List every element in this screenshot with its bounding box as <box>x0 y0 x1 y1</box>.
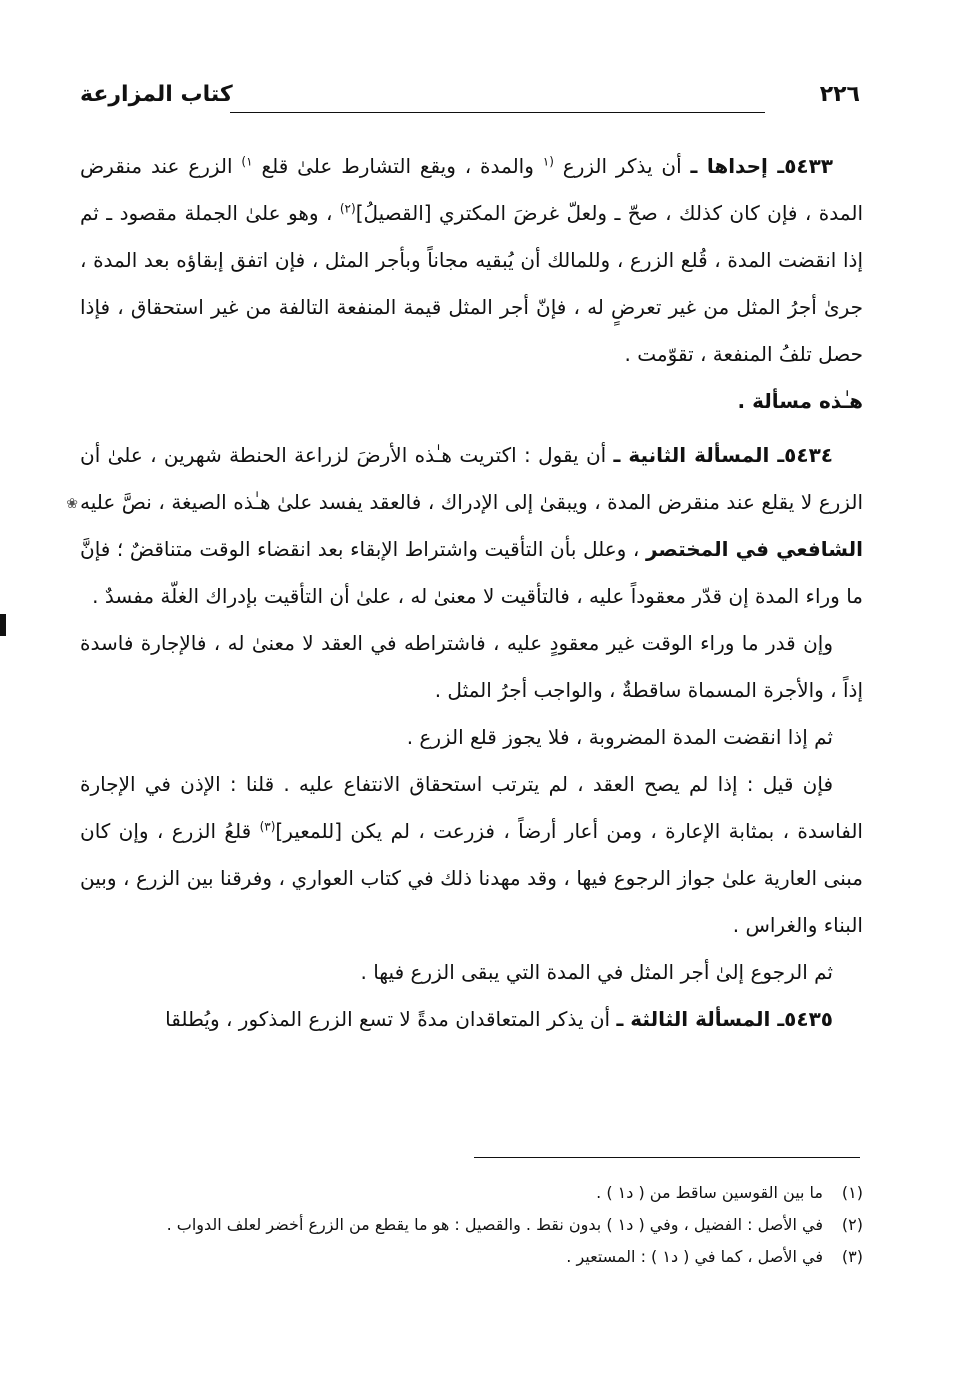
header-rule <box>230 112 765 113</box>
running-title: كتاب المزارعة <box>80 82 233 107</box>
footnotes <box>80 1178 863 1274</box>
paragraph-text: قلعُ الزرع ، وإن كان مبنى العارية علىٰ جواز الرجوع فيها ، وقد مهدنا ذلك في كتاب العواري ، وفرقنا بين الزرع ، وبين البناء والغراس . <box>80 819 863 937</box>
paragraph-text: الزرع عند منقرض المدة ، فإن كان كذلك ، صحّ ـ ولعلّ غرضَ المكتري [القصيلُ] <box>80 154 863 225</box>
issue-number: ٥٤٣٤ <box>784 443 833 467</box>
footnote-text: ما بين القوسين ساقط من ( د١ ) . <box>596 1183 823 1202</box>
paragraph-text: فإن قيل : إذا لم يصح العقد ، لم يترتب استحقاق الانتفاع عليه . قلنا : الإذن في الإجارة الفاسدة ، بمثابة الإعارة ، ومن أعار أرضاً ، فزرعت ، لم يكن [للمعير] <box>80 772 863 843</box>
paragraph <box>80 949 863 996</box>
footnote <box>80 1242 863 1272</box>
issue-label: ـ إحداها ـ <box>690 154 785 178</box>
paragraph-text: وإن قدر ما وراء الوقت غير معقودٍ عليه ، فاشتراطه في العقد لا معنىٰ له ، فالإجارة فاسدة إذاً ، والأجرة المسماة ساقطةٌ ، والواجب أجرُ المثل . <box>80 631 863 702</box>
paragraph-text: ثم إذا انقضت المدة المضروبة ، فلا يجوز قلع الزرع . <box>406 725 833 749</box>
issue-number: ٥٤٣٣ <box>784 154 834 178</box>
issue-label: ـ المسألة الثالثة ـ <box>616 1007 785 1031</box>
cited-source: الشافعي في المختصر <box>645 537 863 561</box>
footnote-ref: (١ <box>542 154 554 169</box>
paragraph-5433 <box>80 143 863 378</box>
paragraph-text: ، وهو علىٰ الجملة مقصود ـ ثم إذا انقضت المدة ، قُلع الزرع ، وللمالك أن يُبقيه مجاناً وبأجر المثل ، فإن اتفق إبقاؤه بعد المدة ، جرىٰ أجرُ المثل من غير تعرضٍ له ، فإنّ أجر المثل قيمة المنفعة التالفة من غير استحقاق ، فإذا حصل تلفُ المنفعة ، تقوّمت . <box>80 201 863 366</box>
main-text <box>80 143 863 1043</box>
page-header <box>80 82 860 122</box>
footnote-ref: ١) <box>241 154 253 169</box>
footnote <box>80 1210 863 1240</box>
paragraph <box>80 620 863 714</box>
paragraph-summary <box>80 378 863 425</box>
paragraph-text: أن يذكر الزرع <box>562 154 691 178</box>
edge-mark <box>0 614 6 636</box>
issue-label: ـ المسألة الثانية ـ <box>613 443 785 467</box>
paragraph-text: ، وعلل بأن التأقيت واشتراط الإبقاء بعد انقضاء الوقت متناقضٌ ؛ فإنَّ ما وراء المدة إن قدّر معقوداً عليه ، فالتأقيت لا معنىٰ له ، علىٰ أن التأقيت بإدراك الغلّة مفسدٌ . <box>80 537 863 608</box>
paragraph-5434 <box>80 432 863 620</box>
footnote-ref: (٢) <box>339 201 356 216</box>
footnote-number: (٣) <box>841 1247 863 1266</box>
paragraph <box>80 714 863 761</box>
paragraph <box>80 761 863 949</box>
paragraph-text: هـٰذه مسألة . <box>737 389 863 413</box>
paragraph-text: أن يقول : اكتريت هـٰذه الأرضَ لزراعة الحنطة شهرين ، علىٰ أن الزرع لا يقلع عند منقرض المدة ، ويبقىٰ إلى الإدراك ، فالعقد يفسد علىٰ هـٰذه الصيغة ، نصَّ عليه <box>80 443 863 514</box>
issue-number: ٥٤٣٥ <box>784 1007 833 1031</box>
footnote-rule <box>474 1157 860 1158</box>
paragraph-text: والمدة ، ويقع التشارط علىٰ قلع <box>261 154 543 178</box>
paragraph-text: ثم الرجوع إلىٰ أجر المثل في المدة التي يبقى الزرع فيها . <box>360 960 833 984</box>
footnote-number: (١) <box>841 1183 863 1202</box>
paragraph-5435 <box>80 996 863 1043</box>
footnote-text: في الأصل : الفضيل ، وفي ( د١ ) بدون نقط . والقصيل : هو ما يقطع من الزرع أخضر لعلف الدواب . <box>166 1215 823 1234</box>
footnote-number: (٢) <box>841 1215 863 1234</box>
footnote <box>80 1178 863 1208</box>
footnote-ref: (٣) <box>259 819 276 834</box>
margin-ornament-icon: ❀ <box>66 496 78 512</box>
paragraph-text: أن يذكر المتعاقدان مدةً لا تسع الزرع المذكور ، ويُطلقا <box>165 1007 617 1031</box>
footnote-text: في الأصل ، كما في ( د١ ) : المستعير . <box>566 1247 823 1266</box>
page-number: ٢٢٦ <box>819 82 860 107</box>
